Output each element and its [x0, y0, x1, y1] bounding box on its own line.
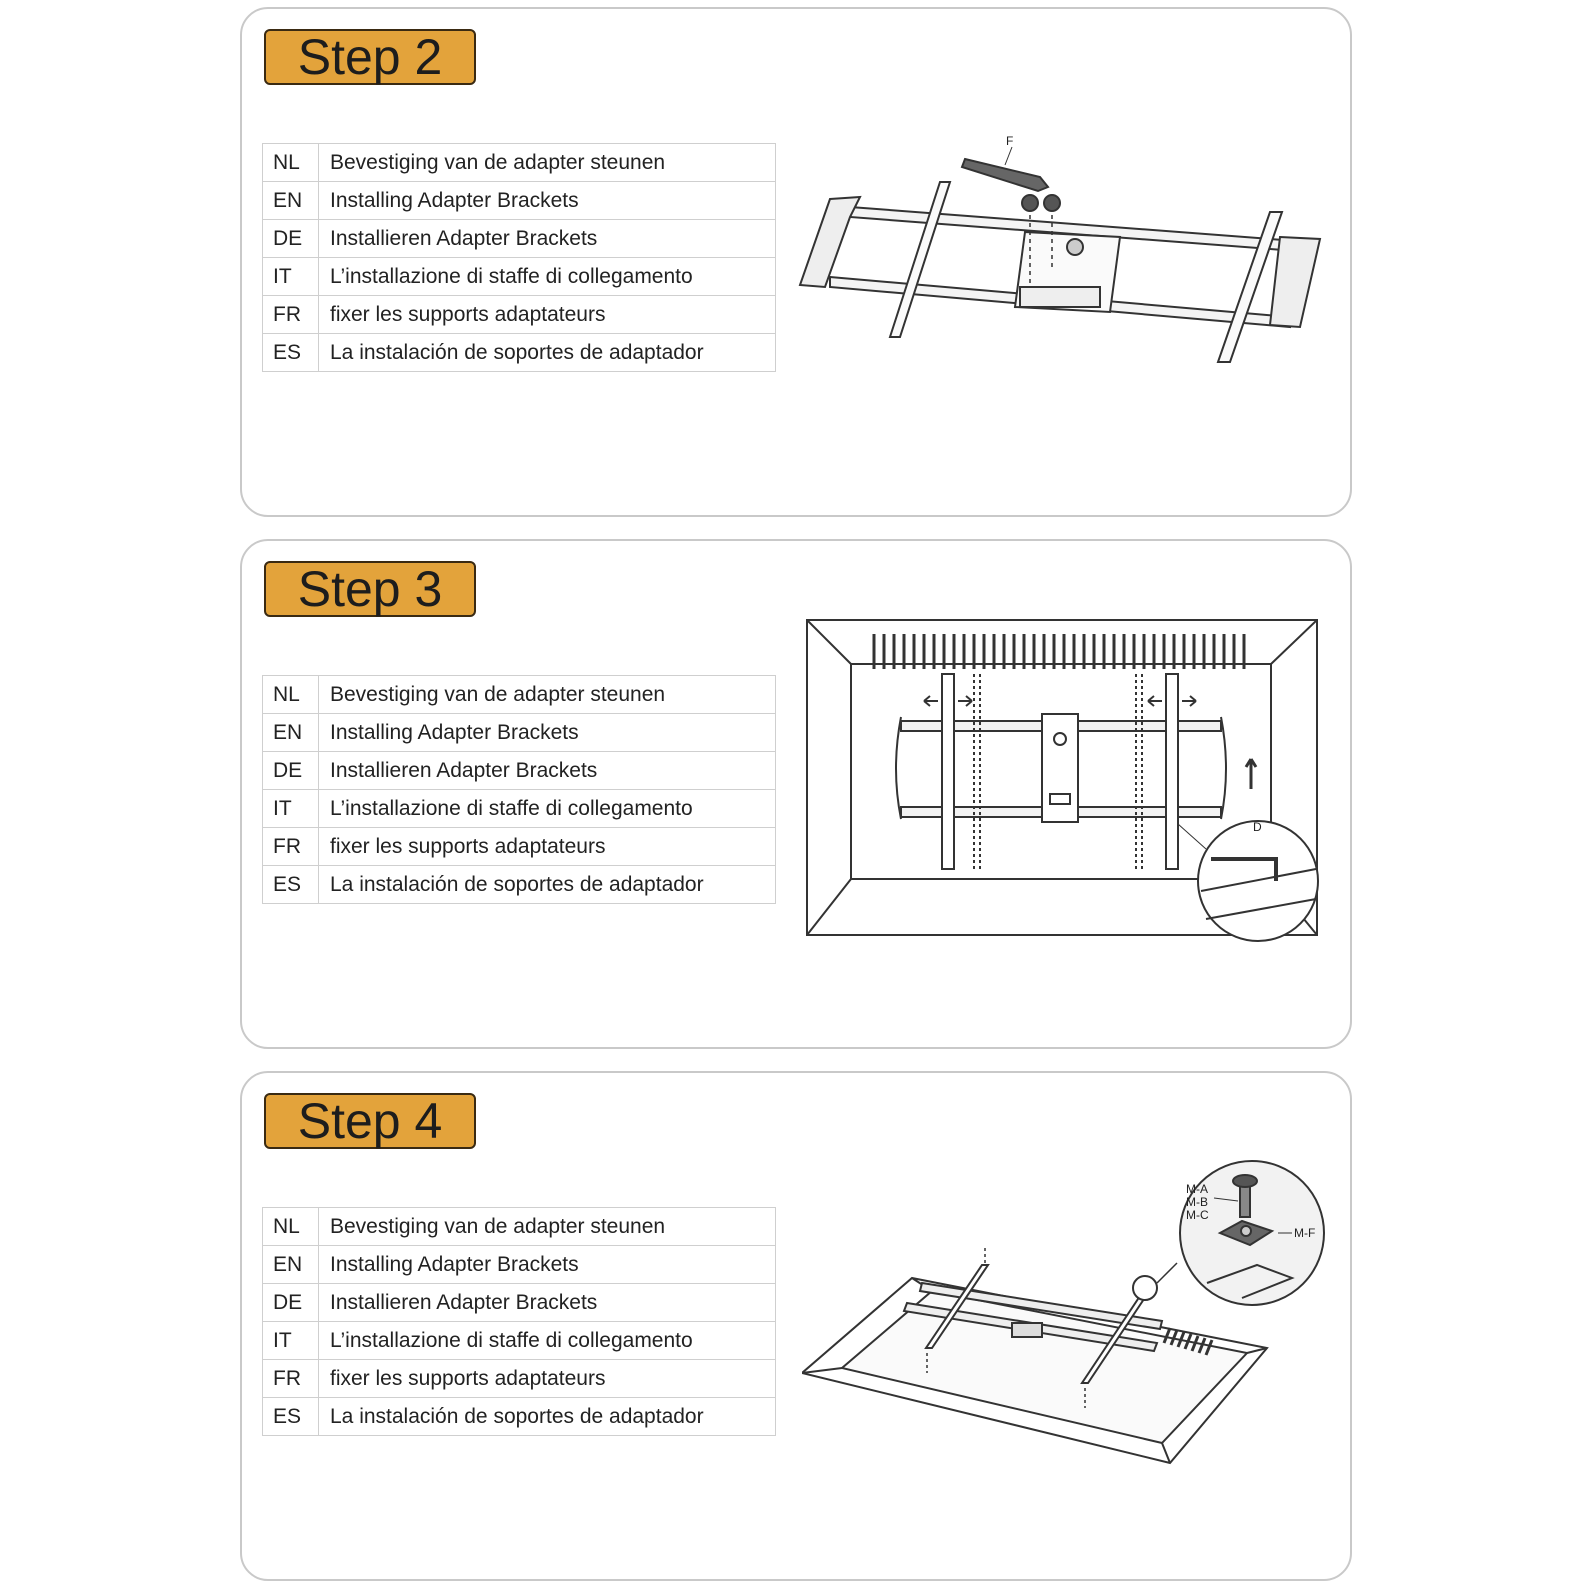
- language-code: EN: [263, 714, 319, 752]
- language-code: EN: [263, 1246, 319, 1284]
- instruction-text: Bevestiging van de adapter steunen: [319, 144, 776, 182]
- instruction-text: Installing Adapter Brackets: [319, 714, 776, 752]
- part-label-ma: M-A: [1186, 1182, 1208, 1196]
- instruction-text: L’installazione di staffe di collegamento: [319, 258, 776, 296]
- language-code: ES: [263, 866, 319, 904]
- tv-mount-illustration: [802, 1153, 1342, 1473]
- language-table: [262, 1207, 776, 1436]
- part-label-mb: M-B: [1186, 1195, 1208, 1209]
- table-row: [263, 866, 776, 904]
- language-code: DE: [263, 752, 319, 790]
- instruction-text: Bevestiging van de adapter steunen: [319, 1208, 776, 1246]
- language-code: FR: [263, 296, 319, 334]
- table-row: [263, 1284, 776, 1322]
- table-row: [263, 258, 776, 296]
- instruction-text: La instalación de soportes de adaptador: [319, 1398, 776, 1436]
- instruction-text: L’installazione di staffe di collegamento: [319, 1322, 776, 1360]
- language-table: [262, 675, 776, 904]
- part-label-mc: M-C: [1186, 1208, 1209, 1222]
- table-row: [263, 334, 776, 372]
- step-title: Step 3: [264, 561, 476, 617]
- language-code: DE: [263, 1284, 319, 1322]
- instruction-text: fixer les supports adaptateurs: [319, 296, 776, 334]
- step-title: Step 2: [264, 29, 476, 85]
- bracket-frame-illustration: [790, 127, 1330, 367]
- table-row: [263, 828, 776, 866]
- step-3-panel: [240, 539, 1352, 1049]
- language-code: NL: [263, 676, 319, 714]
- language-code: IT: [263, 790, 319, 828]
- step-4-panel: [240, 1071, 1352, 1581]
- language-code: ES: [263, 1398, 319, 1436]
- step-title: Step 4: [264, 1093, 476, 1149]
- language-code: IT: [263, 1322, 319, 1360]
- instruction-text: La instalación de soportes de adaptador: [319, 334, 776, 372]
- instruction-text: L’installazione di staffe di collegamento: [319, 790, 776, 828]
- instruction-text: Installieren Adapter Brackets: [319, 220, 776, 258]
- instruction-text: fixer les supports adaptateurs: [319, 1360, 776, 1398]
- instruction-text: Installing Adapter Brackets: [319, 182, 776, 220]
- language-code: NL: [263, 144, 319, 182]
- step-2-panel: [240, 7, 1352, 517]
- table-row: [263, 296, 776, 334]
- language-code: FR: [263, 1360, 319, 1398]
- language-table: [262, 143, 776, 372]
- instruction-text: Installieren Adapter Brackets: [319, 1284, 776, 1322]
- table-row: [263, 752, 776, 790]
- language-code: EN: [263, 182, 319, 220]
- part-label-f: F: [1006, 134, 1014, 148]
- instruction-text: Bevestiging van de adapter steunen: [319, 676, 776, 714]
- language-code: FR: [263, 828, 319, 866]
- language-code: ES: [263, 334, 319, 372]
- language-code: NL: [263, 1208, 319, 1246]
- table-row: [263, 790, 776, 828]
- language-code: DE: [263, 220, 319, 258]
- table-row: [263, 1208, 776, 1246]
- instruction-text: fixer les supports adaptateurs: [319, 828, 776, 866]
- instruction-text: Installieren Adapter Brackets: [319, 752, 776, 790]
- table-row: [263, 220, 776, 258]
- part-label-d: D: [1253, 820, 1262, 834]
- table-row: [263, 182, 776, 220]
- table-row: [263, 1322, 776, 1360]
- table-row: [263, 1246, 776, 1284]
- table-row: [263, 1360, 776, 1398]
- table-row: [263, 1398, 776, 1436]
- tv-back-illustration: [806, 619, 1326, 949]
- table-row: [263, 676, 776, 714]
- language-code: IT: [263, 258, 319, 296]
- table-row: [263, 144, 776, 182]
- table-row: [263, 714, 776, 752]
- instruction-text: Installing Adapter Brackets: [319, 1246, 776, 1284]
- part-label-mf: M-F: [1294, 1226, 1316, 1240]
- instruction-text: La instalación de soportes de adaptador: [319, 866, 776, 904]
